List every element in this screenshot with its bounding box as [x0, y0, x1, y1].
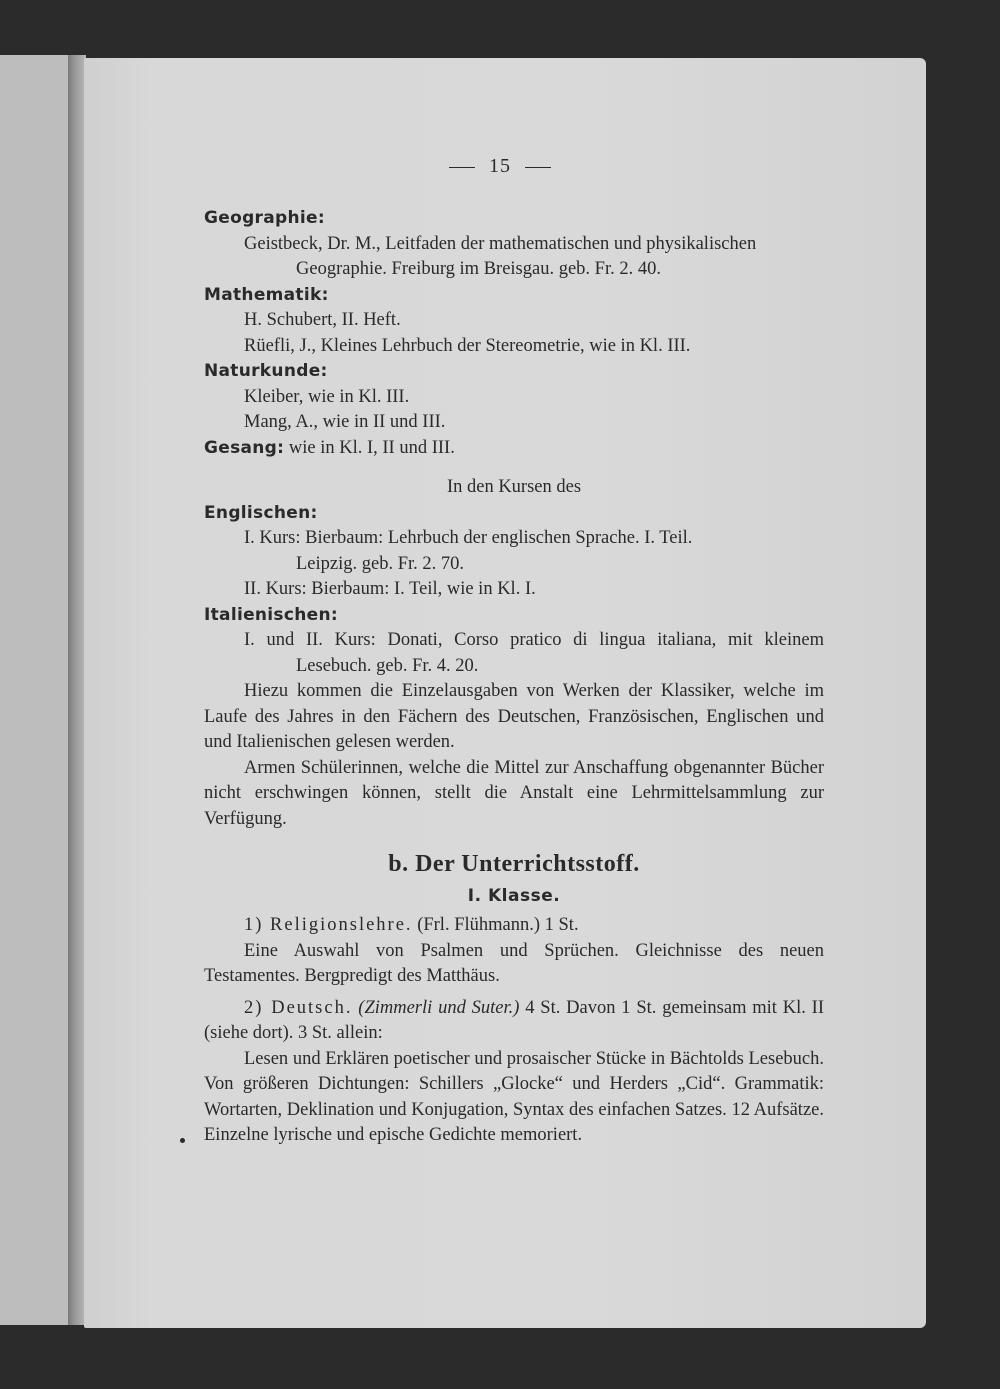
deutsch-text: Lesen und Erklären poetischer und prosaischer Stücke in Bächtolds Lesebuch. Von größeren Dichtungen: Schillers „Glocke“ und Herders „Cid“. Grammatik: Wortarten, Deklination und Konjugation, Syntax des einfachen Satzes. 12 Aufsätze. Einzelne lyrische und epische Gedichte memoriert.	[204, 1048, 824, 1145]
paragraph-klassiker: Hiezu kommen die Einzelausgaben von Werken der Klassiker, welche im Laufe des Jahres in den Fächern des Deutschen, Französischen, Englischen und und Italienischen gelesen werden.	[204, 681, 824, 752]
deutsch-teacher: (Zimmerli und Suter.)	[358, 997, 520, 1018]
religion-label: 1) Religionslehre.	[244, 915, 413, 935]
left-page-edge	[0, 55, 72, 1325]
religion-text: Eine Auswahl von Psalmen und Sprüchen. Gleichnisse des neuen Testamentes. Bergpredigt des Matthäus.	[204, 940, 824, 986]
mathematik-line-2: Rüefli, J., Kleines Lehrbuch der Stereometrie, wie in Kl. III.	[244, 335, 691, 356]
heading-naturkunde: Naturkunde:	[204, 361, 328, 381]
geographie-line-2: Geographie. Freiburg im Breisgau. geb. Fr. 2. 40.	[296, 259, 661, 279]
religion-teacher: (Frl. Flühmann.)	[417, 915, 541, 935]
deutsch-rest: 4 St. Davon 1 St. gemeinsam mit Kl. II (siehe dort). 3 St. allein:	[204, 997, 824, 1043]
heading-geographie: Geographie:	[204, 208, 325, 228]
religion-hours: 1 St.	[544, 915, 579, 935]
geographie-line-1: Geistbeck, Dr. M., Leitfaden der mathematischen und physikalischen	[244, 233, 757, 254]
italienischen-line-1: I. und II. Kurs: Donati, Corso pratico di lingua italiana, mit kleinem Lesebuch. geb. Fr. 4. 20.	[244, 630, 824, 676]
naturkunde-line-1: Kleiber, wie in Kl. III.	[244, 386, 410, 407]
englischen-line-3: II. Kurs: Bierbaum: I. Teil, wie in Kl. I.	[244, 579, 536, 599]
gesang-line	[204, 436, 824, 462]
deutsch-header	[204, 996, 824, 1047]
heading-englischen: Englischen:	[204, 502, 318, 523]
paragraph-lehrmittel: Armen Schülerinnen, welche die Mittel zur Anschaffung obgenannter Bücher nicht erschwingen können, stellt die Anstalt eine Lehrmittelsammlung zur Verfügung.	[204, 757, 824, 829]
heading-gesang: Gesang:	[204, 437, 285, 458]
speck	[180, 1138, 185, 1143]
page-content	[204, 206, 824, 1149]
deutsch-label: 2) Deutsch.	[244, 997, 353, 1018]
section-title: b. Der Unterrichtsstoff.	[388, 851, 640, 877]
naturkunde-line-2: Mang, A., wie in II und III.	[244, 412, 446, 432]
kurse-intro: In den Kursen des	[446, 477, 582, 497]
gesang-text: wie in Kl. I, II und III.	[288, 437, 455, 458]
mathematik-line-1: H. Schubert, II. Heft.	[244, 310, 401, 330]
heading-italienischen: Italienischen:	[204, 604, 338, 625]
englischen-line-2: Leipzig. geb. Fr. 2. 70.	[296, 553, 465, 574]
klasse-title: I. Klasse.	[467, 885, 561, 906]
page-number: 15	[0, 155, 1000, 178]
heading-mathematik: Mathematik:	[204, 284, 329, 305]
englischen-line-1: I. Kurs: Bierbaum: Lehrbuch der englischen Sprache. I. Teil.	[244, 528, 693, 548]
religion-header	[204, 913, 824, 939]
